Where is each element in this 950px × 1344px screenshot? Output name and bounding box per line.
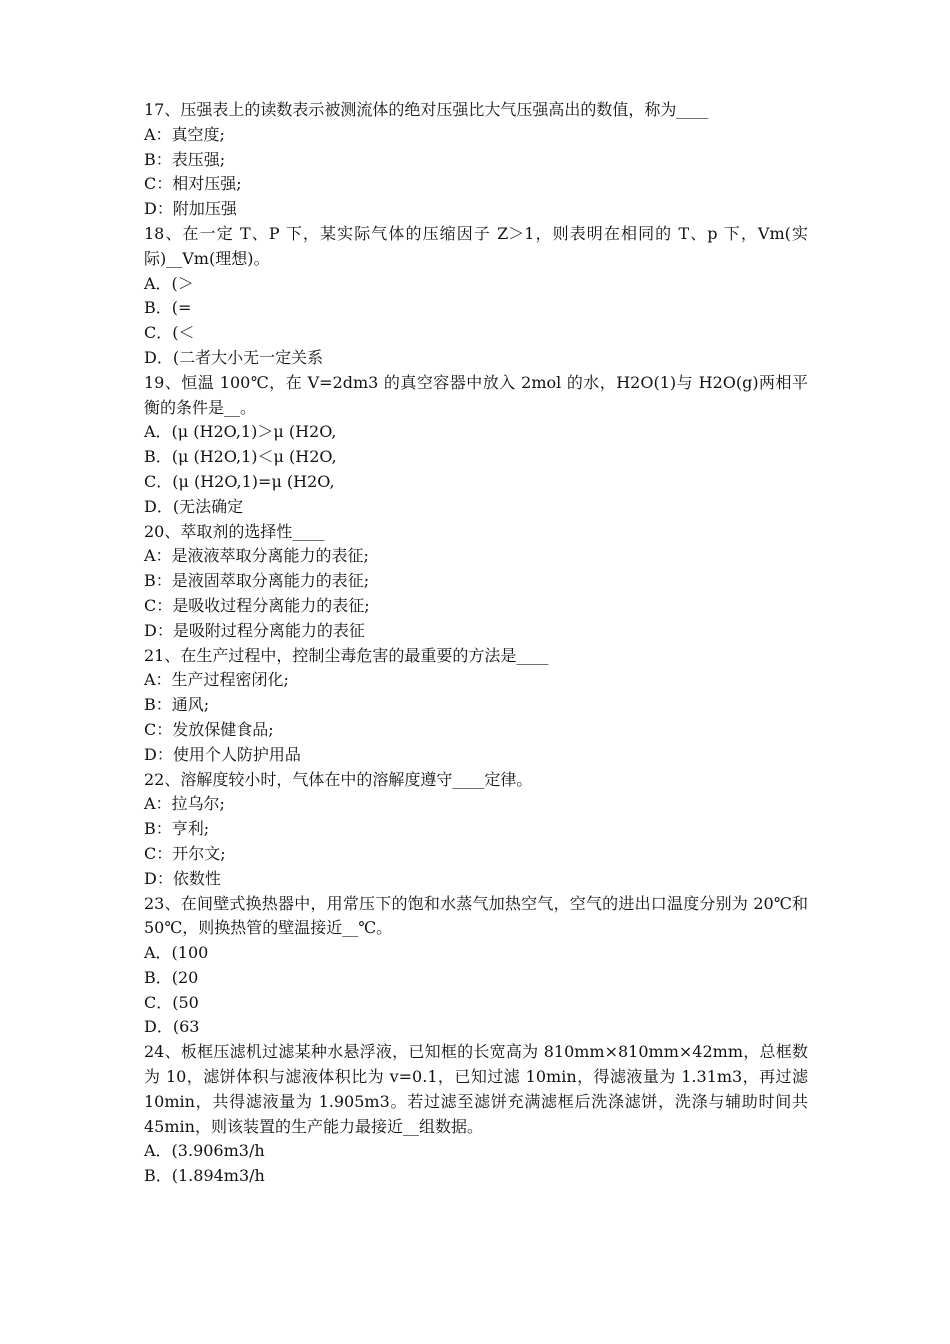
option-d: D．(无法确定: [144, 496, 244, 516]
option-d: D：附加压强: [144, 199, 237, 219]
option-c: C：开尔文;: [144, 843, 226, 863]
question-18: [144, 222, 808, 371]
option-a: A：生产过程密闭化;: [144, 670, 289, 690]
question-17: [144, 98, 808, 222]
option-c: C．(50: [144, 992, 199, 1012]
option-d: D．(63: [144, 1017, 200, 1037]
option-c: C：发放保健食品;: [144, 719, 274, 739]
question-20: [144, 520, 808, 644]
question-stem: 22、溶解度较小时，气体在中的溶解度遵守____定律。: [144, 769, 533, 789]
option-b: B：亨利;: [144, 819, 210, 839]
question-19: [144, 371, 808, 520]
option-c: C．(μ (H2O,1)=μ (H2O,: [144, 471, 335, 491]
option-a: A．(＞: [144, 273, 194, 293]
question-21: [144, 644, 808, 768]
option-a: A．(3.906m3/h: [144, 1141, 265, 1161]
question-stem: 21、在生产过程中，控制尘毒危害的最重要的方法是____: [144, 645, 549, 665]
option-d: D：是吸附过程分离能力的表征: [144, 620, 365, 640]
option-b: B．(=: [144, 298, 192, 318]
option-d: D．(二者大小无一定关系: [144, 347, 324, 367]
option-b: B：表压强;: [144, 149, 226, 169]
option-b: B：是液固萃取分离能力的表征;: [144, 571, 370, 591]
question-stem: 20、萃取剂的选择性____: [144, 521, 325, 541]
option-b: B．(20: [144, 967, 199, 987]
option-c: C：是吸收过程分离能力的表征;: [144, 595, 370, 615]
question-stem: 19、恒温 100℃，在 V=2dm3 的真空容器中放入 2mol 的水，H2O(1)与 H2O(g)两相平衡的条件是__。: [144, 372, 808, 417]
option-b: B．(μ (H2O,1)＜μ (H2O,: [144, 447, 337, 467]
option-a: A：是液液萃取分离能力的表征;: [144, 546, 369, 566]
question-23: [144, 892, 808, 1041]
option-b: B．(1.894m3/h: [144, 1166, 265, 1186]
option-a: A：拉乌尔;: [144, 794, 225, 814]
question-24: [144, 1040, 808, 1189]
option-c: C．(＜: [144, 323, 195, 343]
document-page: [144, 98, 808, 1189]
question-stem: 18、在一定 T、P 下，某实际气体的压缩因子 Z＞1，则表明在相同的 T、p 下，Vm(实际)__Vm(理想)。: [144, 223, 808, 268]
question-stem: 17、压强表上的读数表示被测流体的绝对压强比大气压强高出的数值，称为____: [144, 100, 709, 119]
option-a: A．(μ (H2O,1)＞μ (H2O,: [144, 422, 337, 442]
question-22: [144, 768, 808, 892]
question-stem: 24、板框压滤机过滤某种水悬浮液，已知框的长宽高为 810mm×810mm×42mm，总框数为 10，滤饼体积与滤液体积比为 v=0.1，已知过滤 10min，得滤液量为 1.31m3，再过滤 10min，共得滤液量为 1.905m3。若过滤至滤饼充满滤框后洗涤滤饼，洗涤与辅助时间共 45min，则该装置的生产能力最接近__组数据。: [144, 1042, 808, 1136]
option-a: A：真空度;: [144, 124, 225, 144]
option-d: D：使用个人防护用品: [144, 744, 301, 764]
option-c: C：相对压强;: [144, 174, 242, 194]
option-d: D：依数性: [144, 868, 221, 888]
question-stem: 23、在间壁式换热器中，用常压下的饱和水蒸气加热空气，空气的进出口温度分别为 20℃和 50℃，则换热管的壁温接近__℃。: [144, 893, 808, 938]
option-b: B：通风;: [144, 695, 210, 715]
option-a: A．(100: [144, 943, 209, 963]
